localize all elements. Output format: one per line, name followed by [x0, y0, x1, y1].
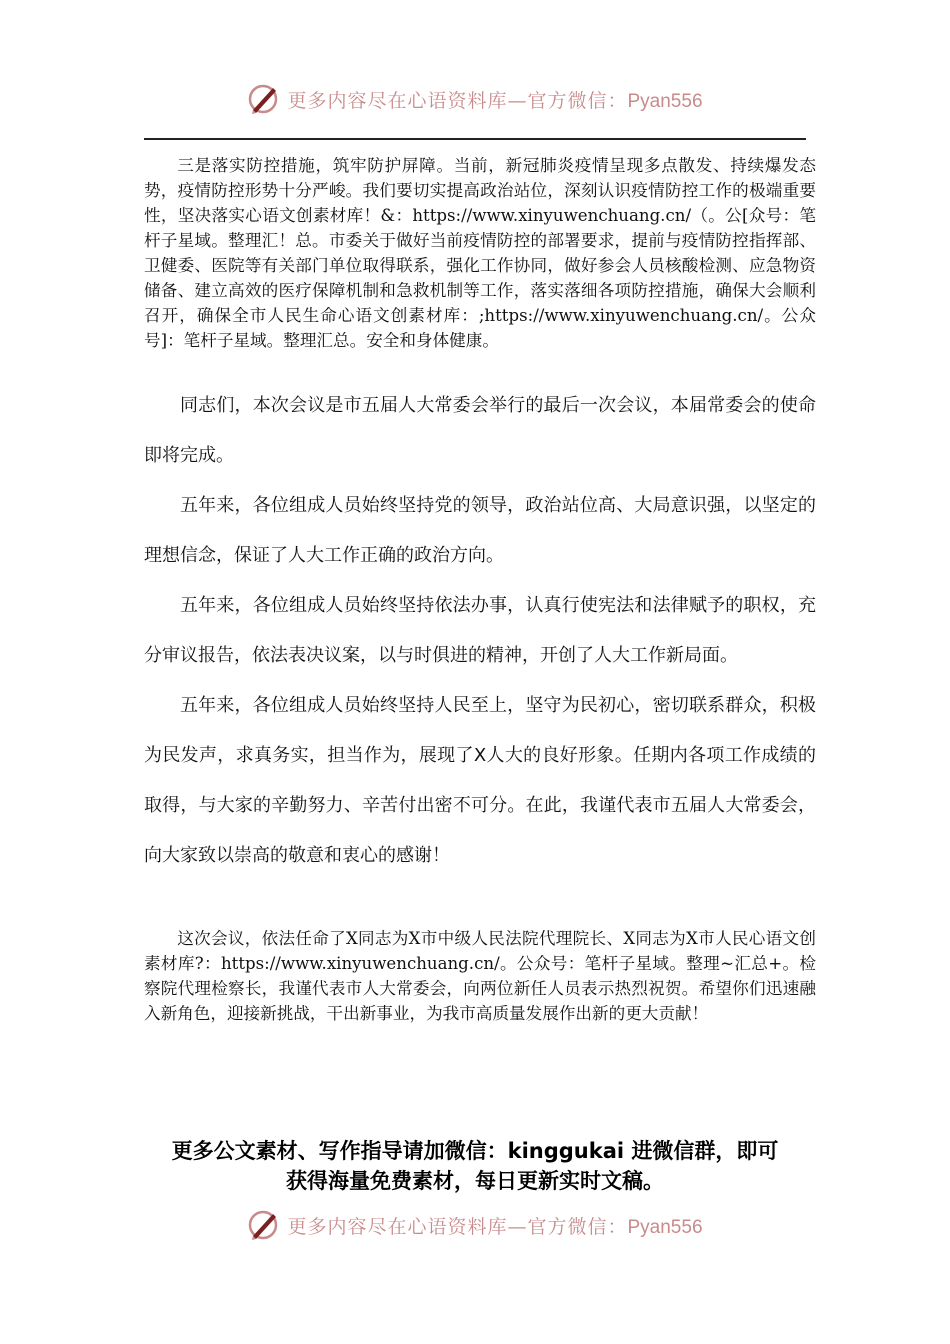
body-paragraphs: [144, 381, 816, 881]
banner-text: 更多内容尽在心语资料库—官方微信：Pyan556: [287, 89, 703, 112]
pen-logo-icon: [247, 1208, 281, 1242]
paragraph-rule-of-law: 五年来，各位组成人员始终坚持依法办事，认真行使宪法和法律赋予的职权，充分审议报告，依法表决议案，以与时俱进的精神，开创了人大工作新局面。: [144, 595, 816, 666]
footer-banner-text: 更多内容尽在心语资料库—官方微信：Pyan556: [287, 1215, 703, 1238]
promo-line-1: 更多公文素材、写作指导请加微信：kinggukai 进微信群，即可: [171, 1139, 779, 1163]
footer-banner: [0, 1208, 950, 1242]
header-banner: [0, 82, 950, 116]
paragraph-people-first: 五年来，各位组成人员始终坚持人民至上，坚守为民初心，密切联系群众，积极为民发声，求真务实，担当作为，展现了X人大的良好形象。任期内各项工作成绩的取得，与大家的辛勤努力、辛苦付出密不可分。在此，我谨代表市五届人大常委会，向大家致以崇高的敬意和衷心的感谢！: [144, 695, 816, 866]
promo-text: [130, 1136, 820, 1196]
paragraph-party-leadership: 五年来，各位组成人员始终坚持党的领导，政治站位高、大局意识强，以坚定的理想信念，保证了人大工作正确的政治方向。: [144, 495, 816, 566]
body-block-1: [144, 153, 816, 353]
pen-logo-icon: [247, 82, 281, 116]
paragraph-prevention-measures: 三是落实防控措施，筑牢防护屏障。当前，新冠肺炎疫情呈现多点散发、持续爆发态势，疫情防控形势十分严峻。我们要切实提高政治站位，深刻认识疫情防控工作的极端重要性，坚决落实心语文创素材库！&：https://www.xinyuwenchuang.cn/（。公[众号：笔杆子星域。整理汇！总。市委关于做好当前疫情防控的部署要求，提前与疫情防控指挥部、卫健委、医院等有关部门单位取得联系，强化工作协同，做好参会人员核酸检测、应急物资储备、建立高效的医疗保障机制和急救机制等工作，落实落细各项防控措施，确保大会顺利召开，确保全市人民生命心语文创素材库：;https://www.xinyuwenchuang.cn/。公众号]：笔杆子星域。整理汇总。安全和身体健康。: [144, 156, 816, 350]
wechat-id: Pyan556: [627, 90, 703, 112]
footer-wechat-id: Pyan556: [627, 1216, 703, 1238]
header-divider: [144, 138, 806, 140]
paragraph-appointments: 这次会议，依法任命了X同志为X市中级人民法院代理院长、X同志为X市人民心语文创素材库?：https://www.xinyuwenchuang.cn/。公众号：笔杆子星域。整理~汇总+。检察院代理检察长，我谨代表市人大常委会，向两位新任人员表示热烈祝贺。希望你们迅速融入新角色，迎接新挑战，干出新事业，为我市高质量发展作出新的更大贡献！: [144, 929, 816, 1023]
paragraph-meeting-intro: 同志们，本次会议是市五届人大常委会举行的最后一次会议，本届常委会的使命即将完成。: [144, 395, 816, 466]
promo-line-2: 获得海量免费素材，每日更新实时文稿。: [286, 1169, 664, 1193]
body-block-2: [144, 926, 816, 1026]
